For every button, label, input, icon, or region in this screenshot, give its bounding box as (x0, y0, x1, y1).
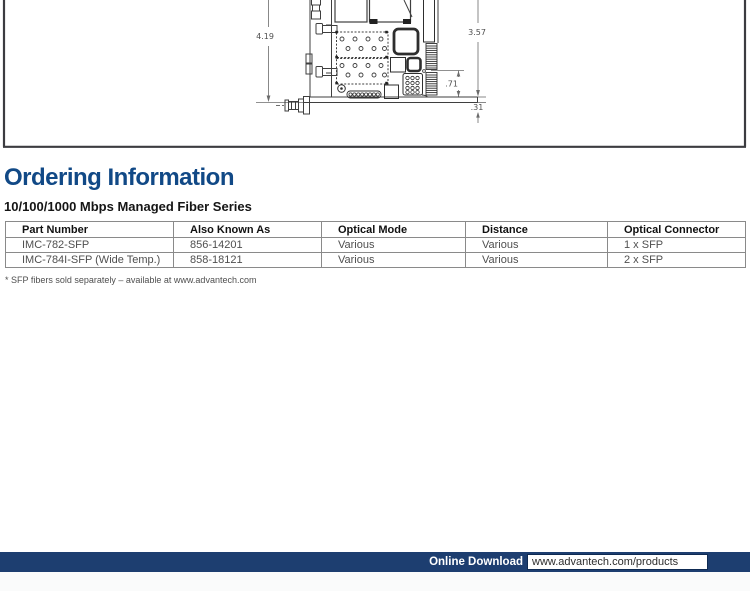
edge-connectors (424, 0, 438, 95)
table-cell: IMC-782-SFP (6, 238, 174, 253)
panel-parts (306, 0, 337, 77)
table-cell: 856-14201 (174, 238, 322, 253)
hatch-lines-top (426, 46, 437, 68)
table-cell: Various (322, 238, 466, 253)
download-url-box[interactable] (527, 554, 708, 570)
download-url-link[interactable]: www.advantech.com/products (532, 556, 679, 568)
table-header-cell: Optical Mode (322, 222, 466, 238)
dimension-drawing-svg (0, 0, 750, 150)
dim-overall-height: 4.19 (256, 32, 274, 41)
table-cell: Various (322, 253, 466, 268)
hatch-lines-bottom (426, 75, 437, 93)
online-download-label: Online Download (429, 556, 523, 568)
section-title: Ordering Information (4, 164, 234, 191)
ordering-table-head-row (6, 222, 746, 238)
mounting-screw (276, 97, 310, 115)
table-header-cell: Distance (466, 222, 608, 238)
table-cell: 858-18121 (174, 253, 322, 268)
pin-grid-holes (406, 76, 419, 94)
dim-base-offset: .31 (470, 103, 484, 112)
table-header-cell: Optical Connector (608, 222, 746, 238)
table-header-cell: Part Number (6, 222, 174, 238)
table-row (6, 238, 746, 253)
dimension-lines (256, 0, 486, 123)
table-cell: IMC-784I-SFP (Wide Temp.) (6, 253, 174, 268)
dim-board-height: 3.57 (468, 28, 486, 37)
cage-corner-tabs (335, 31, 388, 85)
dimension-labels (256, 28, 486, 112)
table-header-cell: Also Known As (174, 222, 322, 238)
table-cell: 2 x SFP (608, 253, 746, 268)
sfp-cages (335, 31, 388, 85)
series-subtitle: 10/100/1000 Mbps Managed Fiber Series (4, 199, 252, 214)
table-cell: 1 x SFP (608, 238, 746, 253)
online-download-bar (0, 552, 750, 572)
sfp-footnote: * SFP fibers sold separately – available at www.advantech.com (5, 275, 257, 285)
page-bottom-margin (0, 572, 750, 591)
dim-connector-height: .71 (445, 79, 458, 89)
ordering-table (5, 221, 746, 268)
table-row (6, 253, 746, 268)
transformer-components (335, 0, 411, 24)
table-cell: Various (466, 253, 608, 268)
mechanical-drawing (0, 0, 750, 150)
table-cell: Various (466, 238, 608, 253)
pin-header-holes (349, 93, 380, 96)
